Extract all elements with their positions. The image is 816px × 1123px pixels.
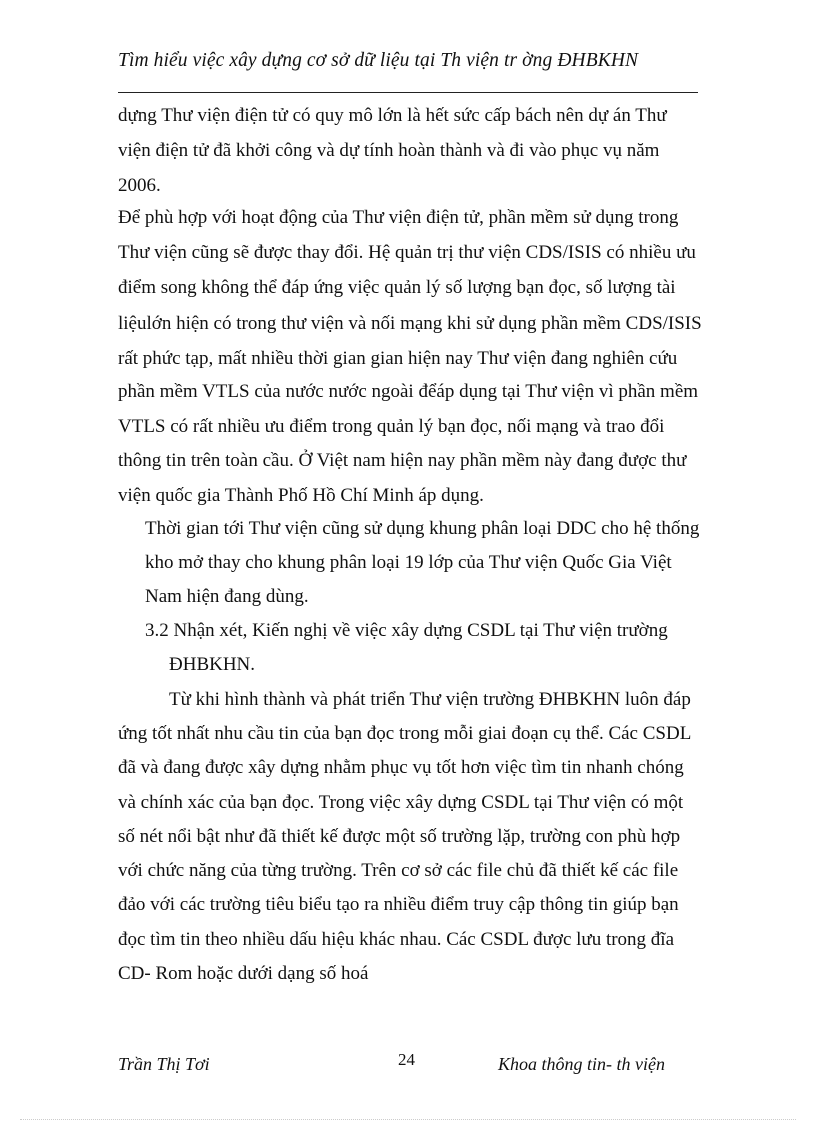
body-line: kho mở thay cho khung phân loại 19 lớp của Thư viện Quốc Gia Việt — [145, 552, 672, 573]
page-bottom-border — [20, 1119, 796, 1120]
page-header-title: Tìm hiểu việc xây dựng cơ sở dữ liệu tại Th viện tr ờng ĐHBKHN — [118, 50, 639, 71]
body-line: Để phù hợp với hoạt động của Thư viện điện tử, phần mềm sử dụng trong — [118, 207, 679, 228]
body-line: đã và đang được xây dựng nhằm phục vụ tốt hơn việc tìm tin nhanh chóng — [118, 757, 684, 778]
body-line: số nét nổi bật như đã thiết kế được một số trường lặp, trường con phù hợp — [118, 826, 681, 847]
body-line: với chức năng của từng trường. Trên cơ sở các file chủ đã thiết kế các file — [118, 860, 679, 881]
body-line: VTLS có rất nhiều ưu điểm trong quản lý bạn đọc, nối mạng và trao đổi — [118, 416, 665, 437]
body-line: 2006. — [118, 175, 161, 196]
body-line: CD- Rom hoặc dưới dạng số hoá — [118, 963, 369, 984]
body-line: phần mềm VTLS của nước nước ngoài đểáp dụng tại Thư viện vì phần mềm — [118, 381, 699, 402]
body-line: Nam hiện đang dùng. — [145, 586, 309, 607]
body-line: rất phức tạp, mất nhiều thời gian gian hiện nay Thư viện đang nghiên cứu — [118, 348, 678, 369]
body-line: viện điện tử đã khởi công và dự tính hoàn thành và đi vào phục vụ năm — [118, 140, 660, 161]
body-line: ứng tốt nhất nhu cầu tin của bạn đọc trong mỗi giai đoạn cụ thể. Các CSDL — [118, 723, 692, 744]
body-line: viện quốc gia Thành Phố Hồ Chí Minh áp dụng. — [118, 485, 484, 506]
footer-author: Trần Thị Tơi — [118, 1054, 210, 1074]
body-line: thông tin trên toàn cầu. Ở Việt nam hiện nay phần mềm này đang được thư — [118, 450, 687, 471]
body-line: dựng Thư viện điện tử có quy mô lớn là hết sức cấp bách nên dự án Thư — [118, 105, 667, 126]
page-number: 24 — [398, 1050, 415, 1069]
footer-department: Khoa thông tin- th viện — [498, 1054, 665, 1074]
body-line: đảo với các trường tiêu biểu tạo ra nhiều điểm truy cập thông tin giúp bạn — [118, 894, 679, 915]
body-line: và chính xác của bạn đọc. Trong việc xây dựng CSDL tại Thư viện có một — [118, 792, 684, 813]
body-line: Từ khi hình thành và phát triển Thư viện trường ĐHBKHN luôn đáp — [169, 689, 691, 710]
body-line: điểm song không thể đáp ứng việc quản lý số lượng bạn đọc, số lượng tài — [118, 277, 676, 298]
body-line: Thời gian tới Thư viện cũng sử dụng khung phân loại DDC cho hệ thống — [145, 518, 700, 539]
header-divider — [118, 92, 698, 93]
body-line: Thư viện cũng sẽ được thay đổi. Hệ quản trị thư viện CDS/ISIS có nhiều ưu — [118, 242, 696, 263]
body-line: liệulớn hiện có trong thư viện và nối mạng khi sử dụng phần mềm CDS/ISIS — [118, 313, 702, 334]
section-heading: 3.2 Nhận xét, Kiến nghị về việc xây dựng CSDL tại Thư viện trường — [145, 620, 668, 641]
body-line: đọc tìm tin theo nhiều dấu hiệu khác nhau. Các CSDL được lưu trong đĩa — [118, 929, 675, 950]
section-heading-continued: ĐHBKHN. — [169, 654, 256, 675]
